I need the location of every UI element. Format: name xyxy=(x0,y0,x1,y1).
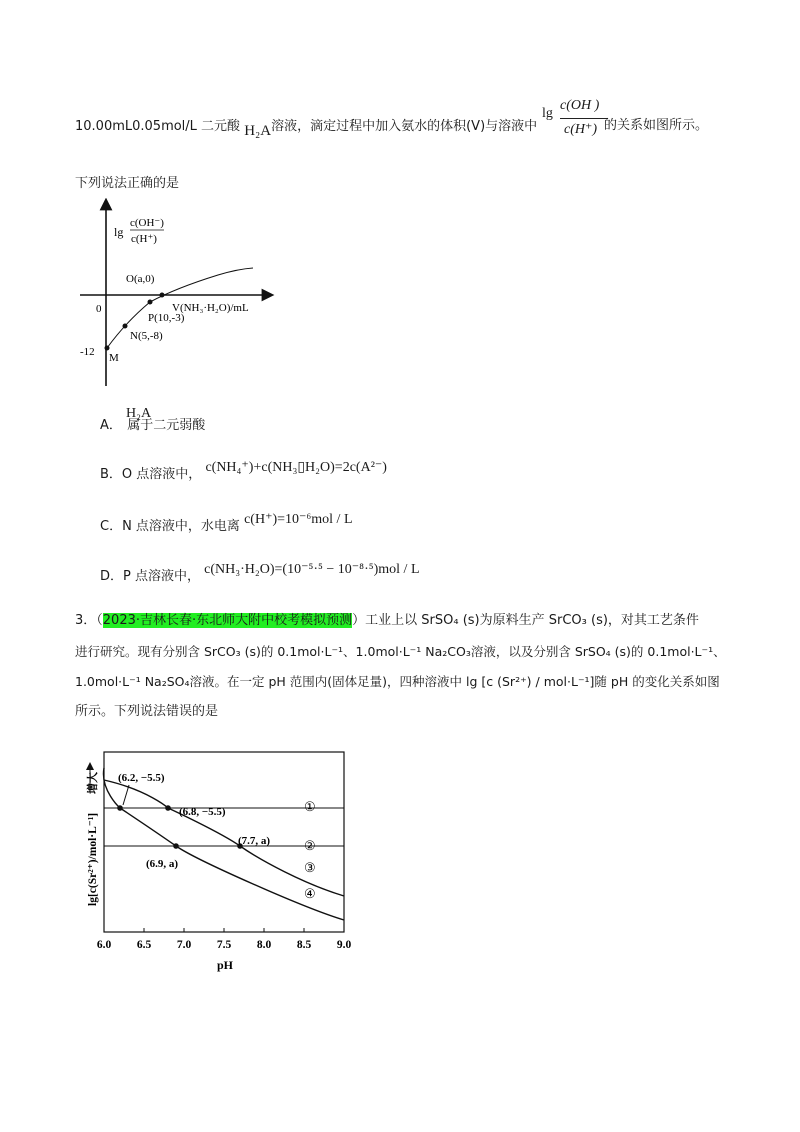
y-tick-label: -12 xyxy=(80,346,95,358)
titration-graph xyxy=(78,198,278,388)
intro-acid-formula: H₂A xyxy=(244,123,272,139)
y-axis-arrow-head xyxy=(86,762,94,770)
label-n: N(5,-8) xyxy=(130,330,163,342)
option-d-formula: c(NH₃·H₂O)=(10⁻⁵·⁵ − 10⁻⁸·⁵)mol / L xyxy=(204,562,420,577)
origin-label: 0 xyxy=(96,303,102,315)
y-label-den: c(H⁺) xyxy=(131,233,157,245)
option-c xyxy=(100,512,353,536)
point-p xyxy=(148,300,153,305)
option-b-formula: c(NH₄⁺)+c(NH₃▯H₂O)=2c(A²⁻) xyxy=(205,460,387,475)
x-axis-label: V(NH₃·H₂O)/mL xyxy=(172,302,249,314)
x-tick-label: 7.0 xyxy=(176,939,192,951)
label-m: M xyxy=(109,352,119,364)
y-label-lg: lg xyxy=(114,225,124,239)
option-a-formula: H₂A xyxy=(126,406,152,421)
x-tick-label: 8.0 xyxy=(256,939,272,951)
intro-text-1: 二元酸 xyxy=(196,119,241,134)
x-tick-label: 7.5 xyxy=(216,939,232,951)
series-label: ④ xyxy=(304,886,316,901)
label-p: P(10,-3) xyxy=(148,312,185,324)
intro-denominator: c(H⁺) xyxy=(564,122,598,137)
option-c-formula: c(H⁺)=10⁻⁶mol / L xyxy=(244,512,353,527)
option-d-label: D．P 点溶液中， xyxy=(100,569,200,584)
intro-lead: 10.00mL0.05mol/L xyxy=(75,119,197,134)
sr-chart xyxy=(74,744,364,984)
q3-line-1 xyxy=(75,612,699,630)
intro-numerator: c(OH ) xyxy=(560,98,600,113)
series-label: ③ xyxy=(304,860,316,875)
point-annotation: (7.7, a) xyxy=(238,835,271,847)
series-label: ② xyxy=(304,838,316,853)
y-axis-label: lg[c(Sr²⁺)/mol·L⁻¹] xyxy=(87,812,99,906)
q3-line-2: 进行研究。现有分别含 SrCO₃ (s)的 0.1mol·L⁻¹、1.0mol·L⁻¹ Na₂CO₃溶液，以及分别含 SrSO₄ (s)的 0.1mol·L⁻¹、 xyxy=(75,644,726,659)
y-axis-arrow-label: 增大 xyxy=(87,772,99,794)
intro-fraction-bar xyxy=(560,118,608,119)
option-b-label: B．O 点溶液中， xyxy=(100,467,202,482)
sr-chart-frame xyxy=(74,744,364,984)
x-tick-label: 8.5 xyxy=(296,939,312,951)
point-m xyxy=(105,346,110,351)
q3-number: 3．（ xyxy=(75,613,103,628)
x-tick-label: 6.0 xyxy=(96,939,112,951)
point-n xyxy=(123,324,128,329)
q3-line-4: 所示。下列说法错误的是 xyxy=(75,704,219,719)
q3-line-1-rest: ）工业上以 SrSO₄ (s)为原料生产 SrCO₃ (s)，对其工艺条件 xyxy=(352,613,699,628)
option-a-text: 属于二元弱酸 xyxy=(127,418,206,433)
intro-lg: lg xyxy=(542,106,553,121)
intersection-point xyxy=(165,805,171,811)
option-c-label: C．N 点溶液中，水电离 xyxy=(100,519,240,534)
label-o: O(a,0) xyxy=(126,273,155,285)
point-o xyxy=(160,293,165,298)
intro-tail: 的关系如图所示。 xyxy=(604,118,709,133)
intersection-point xyxy=(117,805,123,811)
series-label: ① xyxy=(304,799,316,814)
q3-source-highlight: 2023·吉林长春·东北师大附中校考模拟预测 xyxy=(102,613,353,628)
option-a xyxy=(100,405,233,433)
point-annotation: (6.9, a) xyxy=(146,858,179,870)
x-axis-label: pH xyxy=(217,958,234,972)
option-b xyxy=(100,460,387,484)
point-annotation: (6.2, −5.5) xyxy=(118,772,165,784)
intersection-point xyxy=(173,843,179,849)
q3-line-3: 1.0mol·L⁻¹ Na₂SO₄溶液。在一定 pH 范围内(固体足量)，四种溶液中 lg [c (Sr²⁺) / mol·L⁻¹]随 pH 的变化关系如图 xyxy=(75,674,720,689)
intro-line xyxy=(75,117,538,139)
annotation-pointer xyxy=(123,785,129,805)
point-annotation: (6.8, −5.5) xyxy=(179,806,226,818)
x-tick-label: 6.5 xyxy=(136,939,152,951)
question-prompt: 下列说法正确的是 xyxy=(75,176,180,191)
option-a-label: A． xyxy=(100,418,122,433)
y-label-num: c(OH⁻) xyxy=(130,217,164,229)
intro-text-2: 溶液，滴定过程中加入氨水的体积(V)与溶液中 xyxy=(271,119,538,134)
option-d xyxy=(100,562,420,586)
x-tick-label: 9.0 xyxy=(336,939,352,951)
